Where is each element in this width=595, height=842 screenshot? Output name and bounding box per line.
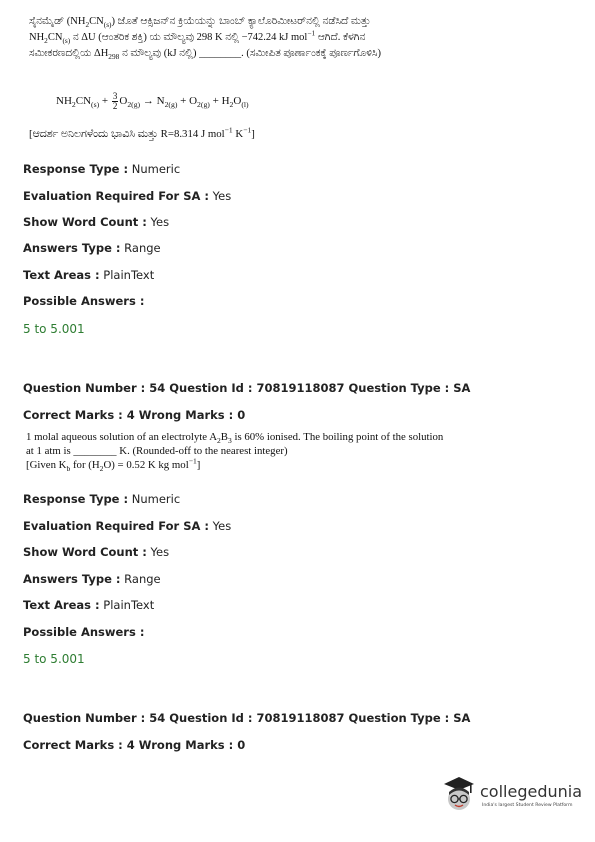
possible-answers-value: 5 to 5.001	[23, 322, 85, 336]
question-header: Question Number : 54 Question Id : 70819118087 Question Type : SA	[23, 711, 471, 725]
question-line-1: 1 molal aqueous solution of an electrolyte $A_2B_3$ is 60% ionised. The boiling point of the solution	[26, 431, 444, 446]
possible-answers-label: Possible Answers :	[23, 625, 145, 639]
reaction-equation: $NH_2CN_{(s)}$ + $\frac{3}{2}$ $O_{2(g)} \to N_{2(g)} + O_{2(g)} + H_2O_{(l)}$	[56, 91, 249, 111]
question-header: Question Number : 54 Question Id : 70819118087 Question Type : SA	[23, 381, 471, 395]
collegedunia-logo	[440, 772, 583, 818]
answers-type-row: Answers Type : Range	[23, 241, 161, 255]
response-type-row: Response Type : Numeric	[23, 162, 181, 176]
text-areas-row: Text Areas : PlainText	[23, 598, 155, 612]
logo-wordmark: collegedunia	[480, 782, 583, 801]
fraction-three-halves: $\frac{3}{2}$	[112, 91, 118, 111]
logo-tagline: India's largest Student Review Platform	[482, 803, 573, 808]
possible-answers-label: Possible Answers :	[23, 294, 145, 308]
kannada-line-1: ಸೈನಮೈಡ್ $(NH_2CN_{(s)})$ ಜೊತೆ ಆಕ್ಸಿಜನ್‌ನ ಕ್ರಿಯೆಯನ್ನು ಬಾಂಬ್ ಕ್ಯಾಲೊರಿಮೀಟರ್‌ನಲ್ಲಿ ನಡೆಸಿದೆ ಮತ್ತು	[29, 16, 371, 30]
text-areas-row: Text Areas : PlainText	[23, 268, 155, 282]
kannada-line-3: ಸಮೀಕರಣದಲ್ಲಿಯ $\Delta H_{298}$ ನ ಮೌಲ್ಯವು (kJ ನಲ್ಲಿ) ________. (ಸಮೀಪಿತ ಪೂರ್ಣಾಂಕಕ್ಕೆ ಪೂರ್ಣಗೊಳಿಸಿ)	[29, 48, 381, 62]
evaluation-required-row: Evaluation Required For SA : Yes	[23, 519, 232, 533]
question-marks: Correct Marks : 4 Wrong Marks : 0	[23, 408, 246, 422]
possible-answers-value: 5 to 5.001	[23, 652, 85, 666]
question-marks: Correct Marks : 4 Wrong Marks : 0	[23, 738, 246, 752]
show-word-count-row: Show Word Count : Yes	[23, 545, 170, 559]
question-text	[26, 430, 571, 472]
show-word-count-row: Show Word Count : Yes	[23, 215, 170, 229]
question-line-3: [Given $K_b$ for $(H_2O) = 0.52$ K kg mol$^{-1}$]	[26, 456, 201, 474]
graduate-avatar-icon	[440, 774, 478, 814]
question-line-2: at 1 atm is ________ K. (Rounded-off to the nearest integer)	[26, 445, 288, 457]
kannada-question	[29, 14, 569, 62]
evaluation-required-row: Evaluation Required For SA : Yes	[23, 189, 232, 203]
response-type-row: Response Type : Numeric	[23, 492, 181, 506]
kannada-line-2: $NH_2CN_{(s)}$ ನ ΔU (ಆಂತರಿಕ ಶಕ್ತಿ) ಯ ಮೌಲ್ಯವು 298 K ನಲ್ಲಿ −742.24 kJ mol$^{-1}$ ಆಗಿದೆ. ಕೆಳಗಿನ	[29, 28, 366, 46]
answers-type-row: Answers Type : Range	[23, 572, 161, 586]
gas-constant-note: [ಆದರ್ಶ ಅನಿಲಗಳೆಂದು ಭಾವಿಸಿ ಮತ್ತು R=8.314 J mol$^{-1}$ $K^{-1}$]	[29, 125, 255, 140]
